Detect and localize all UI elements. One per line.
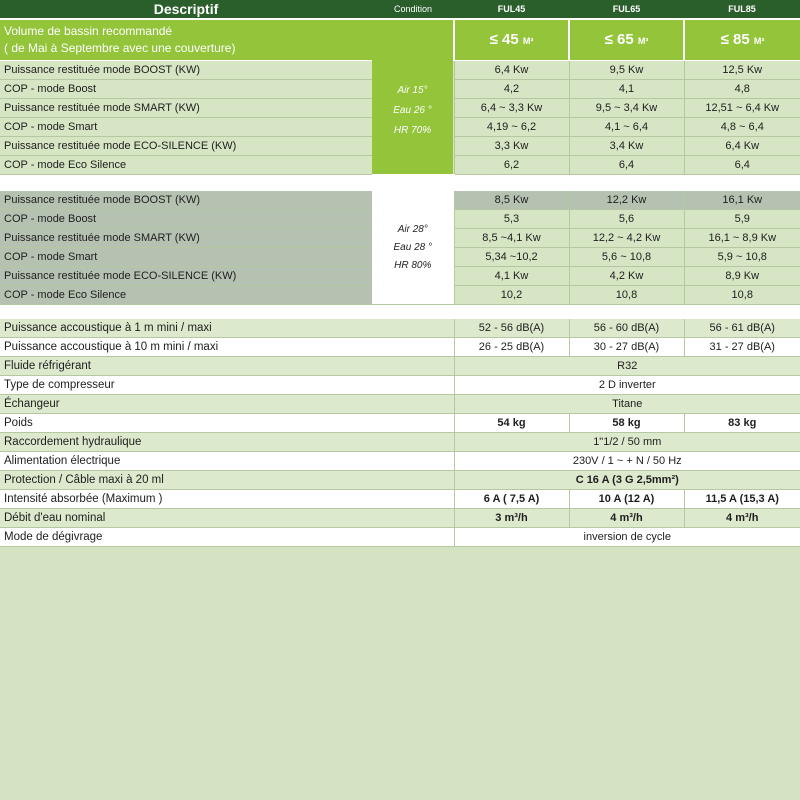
row-label: COP - mode Smart: [0, 248, 372, 267]
row-label: COP - mode Boost: [0, 210, 372, 229]
table-row: [0, 509, 800, 528]
cell-ful85: 12,5 Kw: [684, 61, 800, 80]
cell-ful45: 5,3: [454, 210, 569, 229]
cell-all-models: R32: [454, 357, 800, 376]
row-label: Intensité absorbée (Maximum ): [0, 490, 454, 509]
row-label: Type de compresseur: [0, 376, 454, 395]
row-label: Protection / Câble maxi à 20 ml: [0, 471, 454, 490]
table-row: [0, 357, 800, 376]
row-label: Mode de dégivrage: [0, 528, 454, 547]
table-row: [0, 191, 800, 210]
cell-ful85: 6,4 Kw: [684, 137, 800, 156]
cell-ful65: 10 A (12 A): [569, 490, 684, 509]
volume-row: [0, 19, 800, 61]
cell-ful65: 4,1: [569, 80, 684, 99]
cell-ful65: 9,5 ~ 3,4 Kw: [569, 99, 684, 118]
table-row: [0, 452, 800, 471]
cell-ful45: 4,19 ~ 6,2: [454, 118, 569, 137]
cell-ful65: 12,2 Kw: [569, 191, 684, 210]
table-row: [0, 433, 800, 452]
cell-ful65: 6,4: [569, 156, 684, 175]
cell-ful65: 5,6: [569, 210, 684, 229]
condition-eau: Eau 26 °: [393, 105, 432, 116]
table-row: [0, 528, 800, 547]
row-label: Puissance restituée mode ECO-SILENCE (KW): [0, 267, 372, 286]
cell-ful65: 3,4 Kw: [569, 137, 684, 156]
cell-ful45: 8,5 Kw: [454, 191, 569, 210]
row-label: Poids: [0, 414, 454, 433]
model-header-ful45: FUL45: [454, 0, 569, 19]
row-label: Puissance restituée mode SMART (KW): [0, 229, 372, 248]
cell-ful45: 6,2: [454, 156, 569, 175]
cell-ful85: 83 kg: [684, 414, 800, 433]
cell-ful85: 4 m³/h: [684, 509, 800, 528]
row-label: COP - mode Eco Silence: [0, 286, 372, 305]
cell-all-models: 1"1/2 / 50 mm: [454, 433, 800, 452]
row-label: Raccordement hydraulique: [0, 433, 454, 452]
volume-value: ≤ 45: [489, 30, 519, 48]
volume-label-line2: ( de Mai à Septembre avec une couverture): [4, 41, 236, 55]
cell-ful85: 12,51 ~ 6,4 Kw: [684, 99, 800, 118]
cell-ful65: 10,8: [569, 286, 684, 305]
table-row: [0, 395, 800, 414]
row-label: Puissance accoustique à 1 m mini / maxi: [0, 319, 454, 338]
cell-ful45: 6,4 ~ 3,3 Kw: [454, 99, 569, 118]
cell-ful45: 52 - 56 dB(A): [454, 319, 569, 338]
cell-ful45: 26 - 25 dB(A): [454, 338, 569, 357]
cell-ful45: 4,2: [454, 80, 569, 99]
cell-ful65: 30 - 27 dB(A): [569, 338, 684, 357]
cell-ful45: 8,5 ~4,1 Kw: [454, 229, 569, 248]
cell-all-models: 2 D inverter: [454, 376, 800, 395]
condition-cell-1: [372, 19, 454, 175]
cell-ful85: 5,9: [684, 210, 800, 229]
section-gap: [0, 305, 800, 320]
condition-hr: HR 80%: [394, 259, 432, 271]
volume-label: [0, 19, 372, 61]
descriptif-header: Descriptif: [0, 0, 372, 19]
cell-ful85: 56 - 61 dB(A): [684, 319, 800, 338]
cell-ful65: 4 m³/h: [569, 509, 684, 528]
condition-air: Air 28°: [397, 223, 428, 235]
volume-value-ful65: [569, 19, 684, 61]
cell-ful65: 4,1 ~ 6,4: [569, 118, 684, 137]
model-header-ful85: FUL85: [684, 0, 800, 19]
cell-ful65: 12,2 ~ 4,2 Kw: [569, 229, 684, 248]
row-label: Fluide réfrigérant: [0, 357, 454, 376]
row-label: Échangeur: [0, 395, 454, 414]
cell-ful45: 10,2: [454, 286, 569, 305]
condition-cell-2: [372, 191, 454, 305]
cell-ful45: 6 A ( 7,5 A): [454, 490, 569, 509]
cell-ful85: 16,1 ~ 8,9 Kw: [684, 229, 800, 248]
volume-label-line1: Volume de bassin recommandé: [4, 24, 173, 38]
volume-unit: M³: [753, 35, 765, 46]
condition-eau: Eau 28 °: [393, 241, 432, 253]
condition-hr: HR 70%: [393, 125, 432, 136]
cell-ful45: 3,3 Kw: [454, 137, 569, 156]
volume-value-ful85: [684, 19, 800, 61]
row-label: COP - mode Boost: [0, 80, 372, 99]
row-label: COP - mode Eco Silence: [0, 156, 372, 175]
row-label: COP - mode Smart: [0, 118, 372, 137]
cell-ful65: 5,6 ~ 10,8: [569, 248, 684, 267]
cell-ful45: 5,34 ~10,2: [454, 248, 569, 267]
model-header-ful65: FUL65: [569, 0, 684, 19]
cell-ful85: 4,8 ~ 6,4: [684, 118, 800, 137]
table-row: [0, 414, 800, 433]
cell-all-models: C 16 A (3 G 2,5mm²): [454, 471, 800, 490]
cell-ful65: 58 kg: [569, 414, 684, 433]
row-label: Puissance restituée mode SMART (KW): [0, 99, 372, 118]
row-label: Alimentation électrique: [0, 452, 454, 471]
header-row: [0, 0, 800, 19]
table-row: [0, 338, 800, 357]
cell-ful85: 8,9 Kw: [684, 267, 800, 286]
cell-ful65: 56 - 60 dB(A): [569, 319, 684, 338]
cell-ful85: 5,9 ~ 10,8: [684, 248, 800, 267]
cell-all-models: Titane: [454, 395, 800, 414]
cell-ful45: 54 kg: [454, 414, 569, 433]
cell-ful85: 6,4: [684, 156, 800, 175]
cell-ful85: 4,8: [684, 80, 800, 99]
cell-ful45: 4,1 Kw: [454, 267, 569, 286]
cell-ful85: 10,8: [684, 286, 800, 305]
volume-unit: M³: [637, 35, 649, 46]
cell-all-models: 230V / 1 ~ + N / 50 Hz: [454, 452, 800, 471]
cell-ful85: 31 - 27 dB(A): [684, 338, 800, 357]
cell-ful85: 16,1 Kw: [684, 191, 800, 210]
volume-unit: M³: [522, 35, 534, 46]
volume-value-ful45: [454, 19, 569, 61]
cell-ful45: 3 m³/h: [454, 509, 569, 528]
section-gap: [0, 175, 800, 192]
row-label: Débit d'eau nominal: [0, 509, 454, 528]
cell-ful65: 9,5 Kw: [569, 61, 684, 80]
table-row: [0, 376, 800, 395]
table-row: [0, 490, 800, 509]
table-row: [0, 471, 800, 490]
table-row: [0, 319, 800, 338]
condition-air: Air 15°: [397, 85, 428, 96]
row-label: Puissance restituée mode ECO-SILENCE (KW): [0, 137, 372, 156]
cell-all-models: inversion de cycle: [454, 528, 800, 547]
row-label: Puissance restituée mode BOOST (KW): [0, 61, 372, 80]
row-label: Puissance accoustique à 10 m mini / maxi: [0, 338, 454, 357]
volume-value: ≤ 85: [720, 30, 750, 48]
cell-ful85: 11,5 A (15,3 A): [684, 490, 800, 509]
condition-header: Condition: [372, 0, 454, 19]
row-label: Puissance restituée mode BOOST (KW): [0, 191, 372, 210]
cell-ful45: 6,4 Kw: [454, 61, 569, 80]
volume-value: ≤ 65: [604, 30, 634, 48]
cell-ful65: 4,2 Kw: [569, 267, 684, 286]
